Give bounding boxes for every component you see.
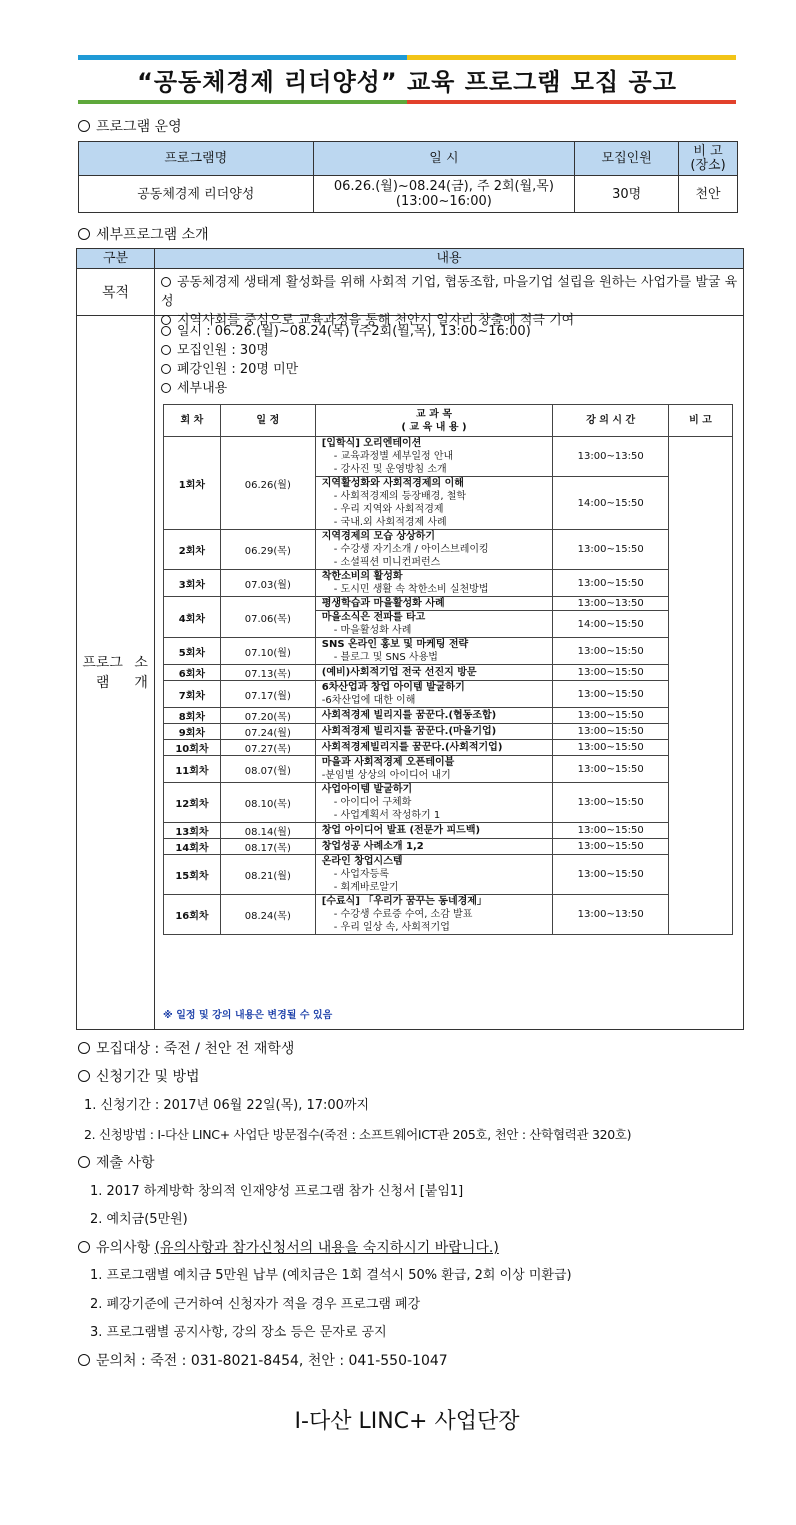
subject-title: 지역경제의 모습 상상하기 xyxy=(321,531,435,542)
time-cell: 13:00~15:50 xyxy=(553,665,669,681)
subject-cell xyxy=(315,740,552,756)
circle-bullet-icon xyxy=(78,120,90,132)
subject-cell xyxy=(315,756,552,783)
caution-item: 2. 폐강기준에 근거하여 신청자가 적을 경우 프로그램 폐강 xyxy=(90,1297,421,1312)
subject-cell xyxy=(315,437,552,477)
circle-bullet-icon xyxy=(161,277,171,287)
circle-bullet-icon xyxy=(161,345,171,355)
subject-cell xyxy=(315,708,552,724)
session-cell: 9회차 xyxy=(164,724,221,740)
submit-heading: 제출 사항 xyxy=(78,1155,155,1171)
circle-bullet-icon xyxy=(78,1241,90,1253)
remark-cell xyxy=(669,437,733,935)
subject-item: - 회계바로알기 xyxy=(333,882,399,893)
header-subject: 교 과 목 ( 교 육 내 용 ) xyxy=(315,405,552,437)
subject-title: 온라인 창업시스템 xyxy=(321,856,403,867)
bottom-color-bar xyxy=(78,100,736,104)
session-cell: 14회차 xyxy=(164,839,221,855)
subject-cell xyxy=(315,681,552,708)
info-line: 일시 : 06.26.(월)~08.24(목) (주2회(월,목), 13:00~16:00) xyxy=(161,322,531,341)
session-cell: 3회차 xyxy=(164,570,221,597)
cell-count: 30명 xyxy=(575,176,679,213)
subject-item: - 도시민 생활 속 착한소비 실천방법 xyxy=(333,584,489,595)
date-cell: 08.21(월) xyxy=(220,855,315,895)
subject-cell xyxy=(315,855,552,895)
date-cell: 08.10(목) xyxy=(220,783,315,823)
time-cell: 13:00~15:50 xyxy=(553,724,669,740)
time-cell: 13:00~15:50 xyxy=(553,855,669,895)
circle-bullet-icon xyxy=(78,1042,90,1054)
time-cell: 14:00~15:50 xyxy=(553,477,669,530)
date-cell: 08.24(목) xyxy=(220,895,315,935)
detail-table xyxy=(76,248,744,1030)
purpose-row xyxy=(77,269,743,328)
session-cell: 12회차 xyxy=(164,783,221,823)
table-row xyxy=(164,783,733,823)
section-operation-heading: 프로그램 운영 xyxy=(78,116,182,136)
header-category: 구분 xyxy=(77,249,155,268)
session-cell: 8회차 xyxy=(164,708,221,724)
subject-title: [입학식] 오리엔테이션 xyxy=(321,438,422,449)
circle-bullet-icon xyxy=(161,364,171,374)
subject-cell xyxy=(315,611,552,638)
session-cell: 13회차 xyxy=(164,823,221,839)
subject-cell xyxy=(315,895,552,935)
program-label: 프로그램 소개 xyxy=(77,316,155,1029)
subject-cell xyxy=(315,839,552,855)
time-cell: 13:00~15:50 xyxy=(553,756,669,783)
date-cell: 06.29(목) xyxy=(220,530,315,570)
cell-place: 천안 xyxy=(679,176,738,213)
apply-heading: 신청기간 및 방법 xyxy=(78,1069,200,1085)
info-line: 모집인원 : 30명 xyxy=(161,341,531,360)
circle-bullet-icon xyxy=(78,228,90,240)
subject-cell xyxy=(315,638,552,665)
subject-title: 창업성공 사례소개 1,2 xyxy=(321,841,424,852)
table-row xyxy=(164,895,733,935)
date-cell: 07.24(월) xyxy=(220,724,315,740)
session-cell: 15회차 xyxy=(164,855,221,895)
subject-title: 6차산업과 창업 아이템 발굴하기 xyxy=(321,682,465,693)
table-row xyxy=(164,570,733,597)
subject-cell xyxy=(315,570,552,597)
date-cell: 08.17(목) xyxy=(220,839,315,855)
table-row xyxy=(164,756,733,783)
date-cell: 07.13(목) xyxy=(220,665,315,681)
subject-item: - 소셜픽션 미니컨퍼런스 xyxy=(333,557,441,568)
header-note: 비 고 (장소) xyxy=(679,142,738,176)
target-line: 모집대상 : 죽전 / 천안 전 재학생 xyxy=(78,1041,294,1057)
table-row xyxy=(164,530,733,570)
time-cell: 13:00~15:50 xyxy=(553,823,669,839)
session-cell: 4회차 xyxy=(164,597,221,638)
time-cell: 13:00~15:50 xyxy=(553,681,669,708)
table-row xyxy=(164,665,733,681)
table-row xyxy=(164,708,733,724)
apply-period: 1. 신청기간 : 2017년 06월 22일(목), 17:00까지 xyxy=(84,1098,370,1113)
caution-item: 3. 프로그램별 공지사항, 강의 장소 등은 문자로 공지 xyxy=(90,1325,387,1340)
table-row xyxy=(164,823,733,839)
cell-program-name: 공동체경제 리더양성 xyxy=(79,176,314,213)
subject-cell xyxy=(315,783,552,823)
subject-title: (예비)사회적기업 전국 선진지 방문 xyxy=(321,667,477,678)
page-title: “공동체경제 리더양성” 교육 프로그램 모집 공고 xyxy=(137,68,677,96)
subject-item: - 교육과정별 세부일정 안내 xyxy=(333,451,454,462)
time-cell: 14:00~15:50 xyxy=(553,611,669,638)
header-content: 내용 xyxy=(436,251,462,266)
time-cell: 13:00~15:50 xyxy=(553,839,669,855)
table-row xyxy=(164,740,733,756)
table-row xyxy=(164,724,733,740)
table-row xyxy=(164,681,733,708)
top-color-bar xyxy=(78,55,736,60)
date-cell: 07.20(목) xyxy=(220,708,315,724)
subject-title: [수료식] 「우리가 꿈꾸는 동네경제」 xyxy=(321,896,487,907)
session-cell: 16회차 xyxy=(164,895,221,935)
operation-table xyxy=(78,141,738,213)
session-cell: 5회차 xyxy=(164,638,221,665)
caution-heading: 유의사항 (유의사항과 참가신청서의 내용을 숙지하시기 바랍니다.) xyxy=(78,1240,499,1256)
date-cell: 07.10(월) xyxy=(220,638,315,665)
subject-item: - 우리 일상 속, 사회적기업 xyxy=(333,922,450,933)
time-cell: 13:00~13:50 xyxy=(553,895,669,935)
header-session: 회 차 xyxy=(164,405,221,437)
session-cell: 6회차 xyxy=(164,665,221,681)
subject-cell xyxy=(315,665,552,681)
subject-cell xyxy=(315,530,552,570)
cell-datetime: 06.26.(월)~08.24(금), 주 2회(월,목) (13:00~16:00) xyxy=(313,176,575,213)
subject-item: - 사업자등록 xyxy=(333,869,389,880)
subject-item: - 국내.외 사회적경제 사례 xyxy=(333,517,447,528)
program-info xyxy=(161,322,531,398)
subject-title: 착한소비의 활성화 xyxy=(321,571,403,582)
purpose-line: 공동체경제 생태계 활성화를 위해 사회적 기업, 협동조합, 마을기업 설립을 원하는 사업가를 발굴 육성 xyxy=(161,275,738,309)
subject-title: 지역활성화와 사회적경제의 이해 xyxy=(321,478,464,489)
header-remark: 비 고 xyxy=(669,405,733,437)
time-cell: 13:00~15:50 xyxy=(553,530,669,570)
date-cell: 08.14(월) xyxy=(220,823,315,839)
date-cell: 08.07(월) xyxy=(220,756,315,783)
circle-bullet-icon xyxy=(78,1156,90,1168)
circle-bullet-icon xyxy=(161,383,171,393)
session-cell: 10회차 xyxy=(164,740,221,756)
subject-cell xyxy=(315,597,552,611)
time-cell: 13:00~15:50 xyxy=(553,740,669,756)
subject-title: 평생학습과 마을활성화 사례 xyxy=(321,598,445,609)
subject-cell xyxy=(315,823,552,839)
detail-table-header xyxy=(77,249,743,269)
subject-title: 창업 아이디어 발표 (전문가 피드백) xyxy=(321,825,481,836)
subject-title: 마을소식은 전파를 타고 xyxy=(321,612,426,623)
date-cell: 07.06(목) xyxy=(220,597,315,638)
subject-item: - 수강생 수료증 수여, 소감 발표 xyxy=(333,909,473,920)
header-count: 모집인원 xyxy=(575,142,679,176)
table-row xyxy=(164,437,733,477)
submit-item: 2. 예치금(5만원) xyxy=(90,1212,188,1227)
subject-cell xyxy=(315,477,552,530)
table-row xyxy=(164,638,733,665)
info-line: 폐강인원 : 20명 미만 xyxy=(161,360,531,379)
subject-item: - 사회적경제의 등장배경, 철학 xyxy=(333,491,467,502)
schedule-table xyxy=(163,404,733,935)
time-cell: 13:00~15:50 xyxy=(553,708,669,724)
date-cell: 07.03(월) xyxy=(220,570,315,597)
header-program-name: 프로그램명 xyxy=(79,142,314,176)
header-date: 일 정 xyxy=(220,405,315,437)
session-cell: 7회차 xyxy=(164,681,221,708)
date-cell: 07.17(월) xyxy=(220,681,315,708)
subject-cell xyxy=(315,724,552,740)
subject-title: 사회적경제 빌리지를 꿈꾼다.(마을기업) xyxy=(321,726,497,737)
section-detail-heading: 세부프로그램 소개 xyxy=(78,224,209,244)
session-cell: 11회차 xyxy=(164,756,221,783)
subject-title: 마을과 사회적경제 오픈테이블 xyxy=(321,757,455,768)
time-cell: 13:00~15:50 xyxy=(553,570,669,597)
subject-item: - 강사진 및 운영방침 소개 xyxy=(333,464,447,475)
session-cell: 1회차 xyxy=(164,437,221,530)
date-cell: 07.27(목) xyxy=(220,740,315,756)
session-cell: 2회차 xyxy=(164,530,221,570)
submit-item: 1. 2017 하계방학 창의적 인재양성 프로그램 참가 신청서 [붙임1] xyxy=(90,1184,464,1199)
apply-method: 2. 신청방법 : I-다산 LINC+ 사업단 방문접수(죽전 : 소프트웨어ICT관 205호, 천안 : 산학협력관 320호) xyxy=(84,1127,632,1142)
subject-title: 사회적경제빌리지를 꿈꾼다.(사회적기업) xyxy=(321,742,503,753)
caution-sub: (유의사항과 참가신청서의 내용을 숙지하시기 바랍니다.) xyxy=(154,1240,499,1256)
table-row xyxy=(164,839,733,855)
date-cell: 06.26(월) xyxy=(220,437,315,530)
subject-item: -6차산업에 대한 이해 xyxy=(321,695,416,706)
subject-item: - 마을활성화 사례 xyxy=(333,625,412,636)
subject-item: - 아이디어 구체화 xyxy=(333,797,412,808)
subject-item: - 블로그 및 SNS 사용법 xyxy=(333,652,438,663)
circle-bullet-icon xyxy=(78,1070,90,1082)
schedule-note: ※ 일정 및 강의 내용은 변경될 수 있음 xyxy=(163,1010,333,1021)
subject-item: - 우리 지역와 사회적경제 xyxy=(333,504,444,515)
header-datetime: 일 시 xyxy=(313,142,575,176)
purpose-label: 목적 xyxy=(77,269,155,315)
program-row xyxy=(77,316,743,1029)
subject-title: 사업아이템 발굴하기 xyxy=(321,784,413,795)
subject-item: - 수강생 자기소개 / 아이스브레이킹 xyxy=(333,544,489,555)
subject-title: 사회적경제 빌리지를 꿈꾼다.(협동조합) xyxy=(321,710,497,721)
circle-bullet-icon xyxy=(78,1354,90,1366)
header-lecture-time: 강 의 시 간 xyxy=(553,405,669,437)
time-cell: 13:00~15:50 xyxy=(553,638,669,665)
caution-item: 1. 프로그램별 예치금 5만원 납부 (예치금은 1회 결석시 50% 환급, 2회 이상 미환급) xyxy=(90,1268,572,1283)
time-cell: 13:00~13:50 xyxy=(553,597,669,611)
contact-line: 문의처 : 죽전 : 031-8021-8454, 천안 : 041-550-1047 xyxy=(78,1353,448,1369)
table-row xyxy=(164,597,733,611)
table-row xyxy=(164,855,733,895)
time-cell: 13:00~15:50 xyxy=(553,783,669,823)
time-cell: 13:00~13:50 xyxy=(553,437,669,477)
subject-item: -분임별 상상의 아이디어 내기 xyxy=(321,770,451,781)
footer-signature: I-다산 LINC+ 사업단장 xyxy=(294,1409,520,1434)
circle-bullet-icon xyxy=(161,326,171,336)
info-line: 세부내용 xyxy=(161,379,531,398)
purpose-line: 지역사회를 중심으로 교육과정을 통해 천안시 일자리 창출에 적극 기여 xyxy=(161,311,741,330)
subject-title: SNS 온라인 홍보 및 마케팅 전략 xyxy=(321,639,469,650)
subject-item: - 사업계획서 작성하기 1 xyxy=(333,810,441,821)
